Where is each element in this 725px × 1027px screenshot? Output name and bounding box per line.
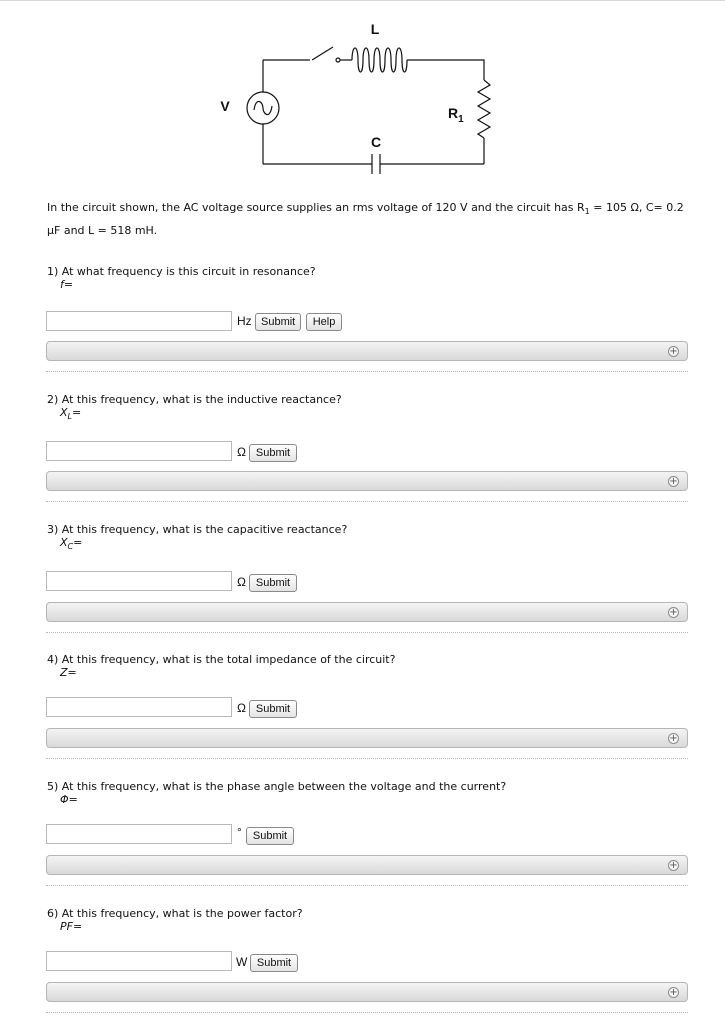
resistor-label-sub: 1 (458, 114, 464, 125)
switch-contact (336, 58, 340, 62)
variable-equals: = (73, 536, 83, 549)
expand-icon[interactable]: + (669, 607, 678, 618)
variable-symbol: PF (60, 920, 73, 933)
unit-label: ° (237, 825, 242, 839)
submit-button[interactable]: Submit (249, 574, 297, 592)
submit-button[interactable]: Submit (249, 444, 297, 462)
feedback-bar[interactable] (46, 471, 688, 491)
help-button[interactable]: Help (306, 313, 342, 331)
submit-button[interactable]: Submit (249, 700, 297, 718)
answer-variable (60, 406, 81, 424)
variable-equals: = (63, 278, 74, 291)
answer-variable (60, 666, 77, 680)
unit-label: W (236, 955, 248, 969)
answer-variable (60, 793, 78, 807)
resistor-label-main: R (448, 105, 459, 121)
question-3 (0, 523, 725, 643)
inductor-coil (352, 48, 407, 72)
submit-button[interactable]: Submit (255, 313, 301, 331)
variable-symbol: X (60, 406, 68, 419)
feedback-bar[interactable] (46, 982, 688, 1002)
question-title: 1) At what frequency is this circuit in resonance? (47, 265, 316, 278)
question-divider (46, 885, 688, 886)
question-4 (0, 653, 725, 773)
question-1 (0, 265, 725, 385)
intro-r-subscript: 1 (584, 207, 590, 217)
question-divider (46, 371, 688, 372)
capacitor-plates (372, 154, 380, 174)
feedback-bar[interactable] (46, 855, 688, 875)
variable-equals: = (68, 793, 78, 806)
expand-icon[interactable]: + (669, 476, 678, 487)
variable-equals: = (72, 920, 83, 933)
unit-label: Ω (237, 445, 246, 459)
answer-input[interactable] (46, 571, 232, 591)
question-title: 6) At this frequency, what is the power factor? (47, 907, 303, 920)
answer-variable (60, 536, 82, 554)
unit-label: Ω (237, 701, 246, 715)
question-divider (46, 632, 688, 633)
source-label: V (220, 98, 230, 114)
answer-input[interactable] (46, 311, 232, 331)
answer-input[interactable] (46, 697, 232, 717)
expand-icon[interactable]: + (669, 987, 678, 998)
expand-icon[interactable]: + (669, 860, 678, 871)
submit-button[interactable]: Submit (246, 827, 294, 845)
resistor-zigzag (478, 80, 490, 138)
question-divider (46, 1012, 688, 1013)
variable-subscript: C (67, 542, 74, 552)
question-divider (46, 758, 688, 759)
submit-button[interactable]: Submit (250, 954, 298, 972)
intro-text-start: In the circuit shown, the AC voltage source supplies an rms voltage of 120 V and the circuit has R (47, 201, 585, 214)
answer-variable (60, 920, 82, 934)
variable-symbol: Φ (60, 793, 69, 806)
switch-blade (312, 47, 333, 60)
answer-input[interactable] (46, 951, 232, 971)
wire-top-right (407, 60, 484, 80)
expand-icon[interactable]: + (669, 733, 678, 744)
feedback-bar[interactable] (46, 341, 688, 361)
resistor-label (448, 105, 464, 125)
circuit-diagram (0, 0, 725, 190)
question-5 (0, 780, 725, 900)
variable-equals: = (67, 666, 77, 679)
unit-label: Hz (237, 314, 252, 328)
intro-text-end: = 105 Ω, C= 0.2 μF and L = 518 mH. (47, 201, 684, 238)
question-2 (0, 393, 725, 513)
question-title: 4) At this frequency, what is the total impedance of the circuit? (47, 653, 396, 666)
inductor-label: L (370, 21, 380, 37)
variable-symbol: f (60, 278, 64, 291)
ac-source-wave (254, 101, 272, 114)
variable-equals: = (72, 406, 82, 419)
question-title: 3) At this frequency, what is the capacitive reactance? (47, 523, 348, 536)
answer-variable (60, 278, 73, 292)
expand-icon[interactable]: + (669, 346, 678, 357)
question-6 (0, 907, 725, 1027)
question-title: 5) At this frequency, what is the phase angle between the voltage and the current? (47, 780, 507, 793)
variable-symbol: Z (60, 666, 68, 679)
feedback-bar[interactable] (46, 602, 688, 622)
capacitor-label: C (370, 134, 382, 150)
variable-symbol: X (60, 536, 68, 549)
unit-label: Ω (237, 575, 246, 589)
answer-input[interactable] (46, 824, 232, 844)
question-title: 2) At this frequency, what is the inductive reactance? (47, 393, 342, 406)
answer-input[interactable] (46, 441, 232, 461)
problem-statement (47, 198, 693, 240)
question-divider (46, 501, 688, 502)
feedback-bar[interactable] (46, 728, 688, 748)
variable-subscript: L (67, 412, 73, 422)
